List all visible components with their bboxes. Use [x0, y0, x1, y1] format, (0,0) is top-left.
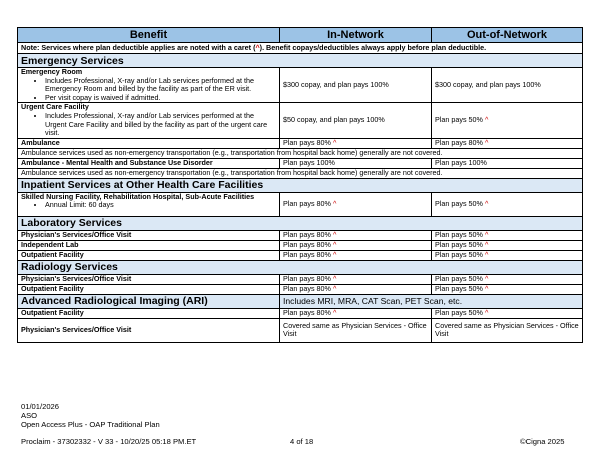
benefit-cell — [18, 103, 280, 138]
table-row — [18, 308, 583, 318]
table-row — [18, 103, 583, 138]
footer-copyright: ©Cigna 2025 — [520, 437, 565, 446]
table-row — [18, 158, 583, 168]
in-network-cell: Covered same as Physician Services - Office Visit — [280, 318, 432, 342]
row-note: Ambulance services used as non-emergency transportation (e.g., transportation from hospital back home) generally are not covered. — [18, 148, 583, 158]
out-network-cell: Plan pays 50% ^ — [432, 192, 583, 216]
footer-plan: Open Access Plus - OAP Traditional Plan — [21, 420, 160, 429]
bullet-text: • Includes Professional, X-ray and/or Lab services performed at the Emergency Room and billed by the facility as part of the ER visit. — [45, 77, 276, 94]
table-row — [18, 68, 583, 103]
section-radiology — [18, 260, 583, 274]
row-label: Physician's Services/Office Visit — [18, 318, 280, 342]
section-title: Emergency Services — [18, 54, 583, 68]
in-network-cell: Plan pays 80% ^ — [280, 308, 432, 318]
out-network-cell: Plan pays 80% ^ — [432, 138, 583, 148]
footer-page-number: 4 of 18 — [290, 437, 314, 446]
section-emergency — [18, 54, 583, 68]
in-network-cell: Plan pays 80% ^ — [280, 250, 432, 260]
row-label: Skilled Nursing Facility, Rehabilitation Hospital, Sub-Acute Facilities — [21, 192, 255, 201]
section-title: Inpatient Services at Other Health Care Facilities — [18, 178, 583, 192]
table-row — [18, 274, 583, 284]
section-title: Radiology Services — [18, 260, 583, 274]
benefit-cell — [18, 192, 280, 216]
table-header-row — [18, 28, 583, 43]
in-network-cell: Plan pays 80% ^ — [280, 274, 432, 284]
header-in-network: In-Network — [280, 28, 432, 43]
footer-aso: ASO — [21, 411, 38, 420]
table-row — [18, 318, 583, 342]
footer-date: 01/01/2026 — [21, 402, 60, 411]
in-network-cell: Plan pays 100% — [280, 158, 432, 168]
in-network-cell: $50 copay, and plan pays 100% — [280, 103, 432, 138]
table-row — [18, 284, 583, 294]
row-label: Urgent Care Facility — [21, 102, 89, 112]
header-out-network: Out-of-Network — [432, 28, 583, 43]
row-label: Ambulance — [18, 138, 280, 148]
row-label: Ambulance - Mental Health and Substance Use Disorder — [18, 158, 280, 168]
in-network-cell: $300 copay, and plan pays 100% — [280, 68, 432, 103]
out-network-cell: Plan pays 50% ^ — [432, 230, 583, 240]
bullet-text: • Annual Limit: 60 days — [45, 201, 276, 210]
section-inpatient — [18, 178, 583, 192]
table-row — [18, 138, 583, 148]
in-network-cell: Plan pays 80% ^ — [280, 138, 432, 148]
row-label: Independent Lab — [18, 240, 280, 250]
table-row — [18, 168, 583, 178]
row-label: Physician's Services/Office Visit — [18, 230, 280, 240]
in-network-cell: Plan pays 80% ^ — [280, 192, 432, 216]
out-network-cell: Plan pays 50% ^ — [432, 274, 583, 284]
table-row — [18, 240, 583, 250]
section-ari — [18, 294, 583, 308]
row-label: Physician's Services/Office Visit — [18, 274, 280, 284]
header-benefit: Benefit — [18, 28, 280, 43]
out-network-cell: $300 copay, and plan pays 100% — [432, 68, 583, 103]
row-note: Ambulance services used as non-emergency transportation (e.g., transportation from hospital back home) generally are not covered. — [18, 168, 583, 178]
in-network-cell: Plan pays 80% ^ — [280, 240, 432, 250]
table-row — [18, 192, 583, 216]
table-row — [18, 250, 583, 260]
out-network-cell: Plan pays 50% ^ — [432, 308, 583, 318]
bullet-text: • Per visit copay is waived if admitted. — [45, 94, 276, 103]
table-row — [18, 148, 583, 158]
in-network-cell: Plan pays 80% ^ — [280, 230, 432, 240]
out-network-cell: Plan pays 50% ^ — [432, 240, 583, 250]
benefit-cell — [18, 68, 280, 103]
row-label: Emergency Room — [21, 67, 83, 76]
out-network-cell: Plan pays 50% ^ — [432, 103, 583, 138]
section-title: Advanced Radiological Imaging (ARI) — [18, 294, 280, 308]
section-laboratory — [18, 216, 583, 230]
ari-includes: Includes MRI, MRA, CAT Scan, PET Scan, etc. — [280, 294, 583, 308]
row-label: Outpatient Facility — [18, 284, 280, 294]
section-title: Laboratory Services — [18, 216, 583, 230]
row-label: Outpatient Facility — [18, 250, 280, 260]
benefits-table — [17, 27, 583, 343]
in-network-cell: Plan pays 80% ^ — [280, 284, 432, 294]
row-label: Outpatient Facility — [18, 308, 280, 318]
out-network-cell: Plan pays 50% ^ — [432, 284, 583, 294]
note-cell: Note: Services where plan deductible applies are noted with a caret (^). Benefit copays/deductibles always apply before plan deductible. — [18, 43, 583, 54]
table-row — [18, 230, 583, 240]
out-network-cell: Plan pays 50% ^ — [432, 250, 583, 260]
out-network-cell: Plan pays 100% — [432, 158, 583, 168]
footer-proclaim: Proclaim - 37302332 - V 33 - 10/20/25 05:18 PM.ET — [21, 437, 197, 446]
out-network-cell: Covered same as Physician Services - Office Visit — [432, 318, 583, 342]
bullet-text: • Includes Professional, X-ray and/or Lab services performed at the Urgent Care Facility and billed by the facility as part of the urgent care visit. — [45, 112, 276, 138]
note-row — [18, 43, 583, 54]
